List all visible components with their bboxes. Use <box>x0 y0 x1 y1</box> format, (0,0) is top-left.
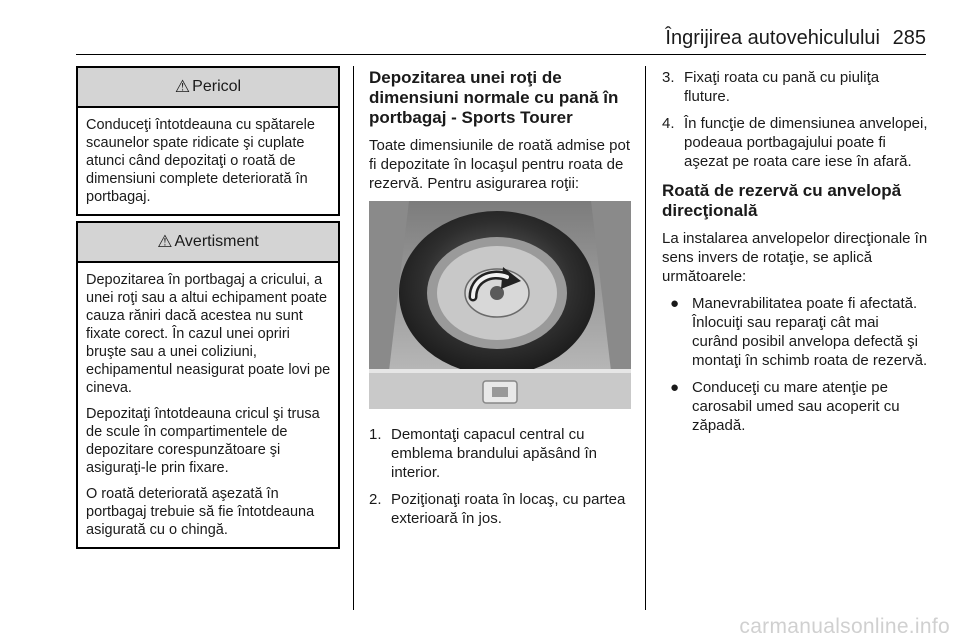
warning-paragraph: Depozitaţi întotdeauna cricul şi trusa de scule în compartimentele de depozitare corespunzătoare şi asiguraţi-le prin fixare. <box>86 406 320 476</box>
warning-paragraph: Depozitarea în portbagaj a cricului, a unei roţi sau a altui echipament poate cauza răniri dacă acestea nu sunt fixate corect. În cazul unei opriri bruşte sau a unei coliziuni, echipamentul neasigurat poate lovi pe cineva. <box>86 272 331 396</box>
section-title-full-size-wheel: Depozitarea unei roţi de dimensiuni normale cu pană în portbagaj - Sports Tourer <box>369 68 619 127</box>
watermark: carmanualsonline.info <box>739 615 950 638</box>
page-number: 285 <box>892 27 926 49</box>
list-item: 2. Poziţionaţi roata în locaş, cu partea exterioară în jos. <box>369 491 626 527</box>
list-item: ● Conduceţi cu mare atenţie pe carosabil umed sau acoperit cu zăpadă. <box>670 379 900 434</box>
list-item: 3. Fixaţi roata cu pană cu piuliţa fluture. <box>662 69 880 105</box>
middle-column <box>369 68 633 536</box>
warning-heading-text: Avertisment <box>174 233 259 250</box>
list-item: 4. În funcţie de dimensiunea anvelopei, podeaua portbagajului poate fi aşezat pe roata care iese în afară. <box>662 115 928 170</box>
warning-box-heading <box>78 223 338 263</box>
steps-list-continued <box>662 68 928 171</box>
bullet-icon: ● <box>670 295 680 312</box>
warning-box-body <box>78 263 338 547</box>
warning-triangle-icon: ⚠ <box>174 77 191 96</box>
warning-triangle-icon: ⚠ <box>157 232 173 251</box>
header-title: Îngrijirea autovehiculului <box>665 27 880 49</box>
warning-paragraph: O roată deteriorată aşezată în portbagaj trebuie să fie întotdeauna asigurată cu o chingă. <box>86 486 315 538</box>
list-item: ● Manevrabilitatea poate fi afectată. Înlocuiţi sau reparaţi cât mai curând posibil anvelopa defectă şi montaţi în schimb roata de rezervă. <box>670 295 928 369</box>
danger-box-heading <box>78 68 338 108</box>
warning-box <box>76 221 340 549</box>
header-rule <box>76 54 926 55</box>
danger-paragraph: Conduceţi întotdeauna cu spătarele scaunelor spate ridicate şi cuplate atunci când depozitaţi o roată de dimensiuni complete deteriorată în portbagaj. <box>86 117 315 205</box>
column-divider-left <box>353 66 354 610</box>
danger-box-body <box>78 108 338 214</box>
steps-list <box>369 425 633 528</box>
list-item: 1. Demontaţi capacul central cu emblema brandului apăsând în interior. <box>369 426 597 481</box>
section-title-directional-tyre: Roată de rezervă cu anvelopă direcţională <box>662 181 902 220</box>
right-column <box>662 68 928 443</box>
middle-intro: Toate dimensiunile de roată admise pot fi depozitate în locaşul pentru roata de rezervă. Pentru asigurarea roţii: <box>369 137 630 192</box>
spare-wheel-illustration <box>369 201 631 409</box>
danger-box <box>76 66 340 216</box>
bullet-icon: ● <box>670 379 680 396</box>
spare-wheel-figure <box>369 201 631 409</box>
right-intro: La instalarea anvelopelor direcţionale în sens invers de rotaţie, se aplică următoarele: <box>662 230 928 285</box>
column-divider-right <box>645 66 646 610</box>
danger-heading-text: Pericol <box>192 78 242 95</box>
bullets-list <box>662 294 928 435</box>
